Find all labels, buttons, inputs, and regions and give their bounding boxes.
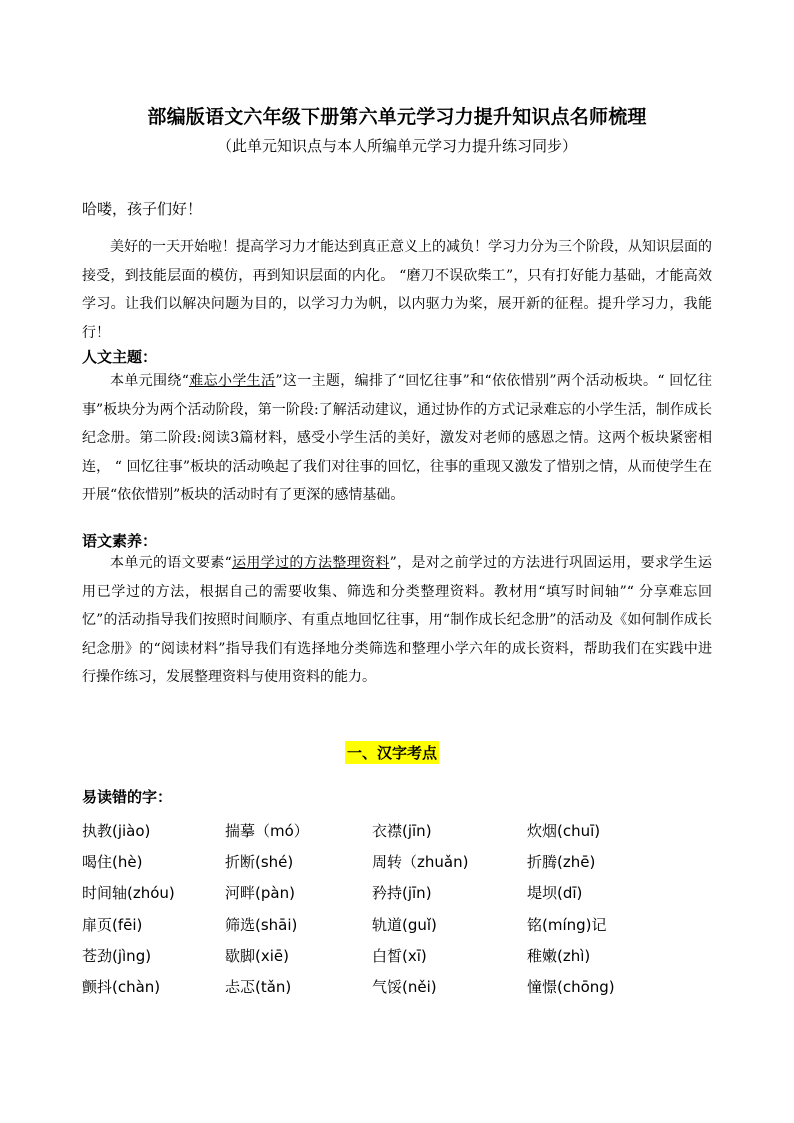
theme-paragraph: [82, 367, 712, 510]
intro-paragraph: 美好的一天开始啦！提高学习力才能达到真正意义上的减负！学习力分为三个阶段，从知识层面的接受，到技能层面的模仿，再到知识层面的内化。 “磨刀不误砍柴工”，只有打好能力基础，才能高效学习。让我们以解决问题为目的，以学习力为帆，以内驱力为桨，展开新的征程。提升学习力，我能行！: [82, 239, 712, 341]
word-item: 筛选(shāi): [225, 915, 298, 934]
word-item: 揣摹（mó）: [225, 822, 309, 840]
literacy-heading: 语文素养：: [82, 532, 158, 550]
word-item: 扉页(fēi): [82, 915, 143, 934]
word-item: 忐忑(tǎn): [225, 977, 292, 996]
document-subtitle: （此单元知识点与本人所编单元学习力提升练习同步）: [216, 137, 577, 155]
word-item: 歇脚(xiē): [225, 946, 289, 965]
theme-underlined-text: 难忘小学生活: [188, 373, 276, 389]
words-heading: 易读错的字：: [82, 788, 173, 806]
literacy-underlined-text: 运用学过的方法整理资料: [231, 555, 390, 571]
literacy-text-post: ”，是对之前学过的方法进行巩固运用，要求学生运用已学过的方法，根据自己的需要收集、筛选和分类整理资料。教材用“填写时间轴”“ 分享难忘回忆”的活动指导我们按照时间顺序、有重点地回忆往事，用“制作成长纪念册”的活动及《如何制作成长纪念册》的“阅读材料”指导我们有选择地分类筛选和整理小学六年的成长资料，帮助我们在实践中进行操作练习，发展整理资料与使用资料的能力。: [82, 555, 712, 685]
word-item: 时间轴(zhóu): [82, 884, 175, 903]
word-item: 颤抖(chàn): [82, 977, 161, 996]
word-item: 河畔(pàn): [225, 884, 295, 903]
word-item: 矜持(jīn): [372, 884, 432, 903]
theme-text-pre: 本单元围绕“: [110, 373, 189, 389]
word-item: 喝住(hè): [82, 853, 143, 872]
word-item: 铭(míng)记: [527, 915, 607, 934]
words-grid: [82, 816, 642, 1003]
word-item: 衣襟(jīn): [372, 822, 432, 840]
document-title: 部编版语文六年级下册第六单元学习力提升知识点名师梳理: [147, 106, 647, 128]
word-item: 稚嫩(zhì): [527, 946, 591, 965]
word-item: 气馁(něi): [372, 977, 437, 996]
theme-heading: 人文主题：: [82, 348, 158, 366]
greeting: 哈喽，孩子们好！: [82, 200, 203, 218]
word-item: 执教(jiào): [82, 822, 151, 840]
word-item: 憧憬(chōng): [527, 977, 615, 996]
literacy-paragraph: [82, 549, 712, 692]
word-item: 炊烟(chuī): [527, 822, 601, 840]
word-item: 折断(shé): [225, 853, 294, 872]
word-item: 白皙(xī): [372, 946, 427, 965]
word-item: 堤坝(dī): [527, 884, 583, 903]
literacy-text-pre: 本单元的语文要素“: [110, 555, 232, 571]
section-title-highlighted: 一、汉字考点: [345, 741, 439, 764]
word-item: 苍劲(jìng): [82, 946, 152, 965]
word-item: 周转（zhuǎn): [372, 853, 469, 872]
word-item: 轨道(guǐ): [372, 915, 437, 934]
word-item: 折腾(zhē): [527, 853, 596, 872]
theme-text-post: ”这一主题，编排了“回忆往事”和“依依惜别”两个活动板块。“ 回忆往事”板块分为两个活动阶段，第一阶段:了解活动建议，通过协作的方式记录难忘的小学生活，制作成长纪念册。第二阶段:阅读3篇材料，感受小学生活的美好，激发对老师的感恩之情。这两个板块紧密相连， “ 回忆往事”板块的活动唤起了我们对往事的回忆，往事的重现又激发了惜别之情，从而使学生在开展“依依惜别”板块的活动时有了更深的感情基础。: [82, 373, 712, 503]
